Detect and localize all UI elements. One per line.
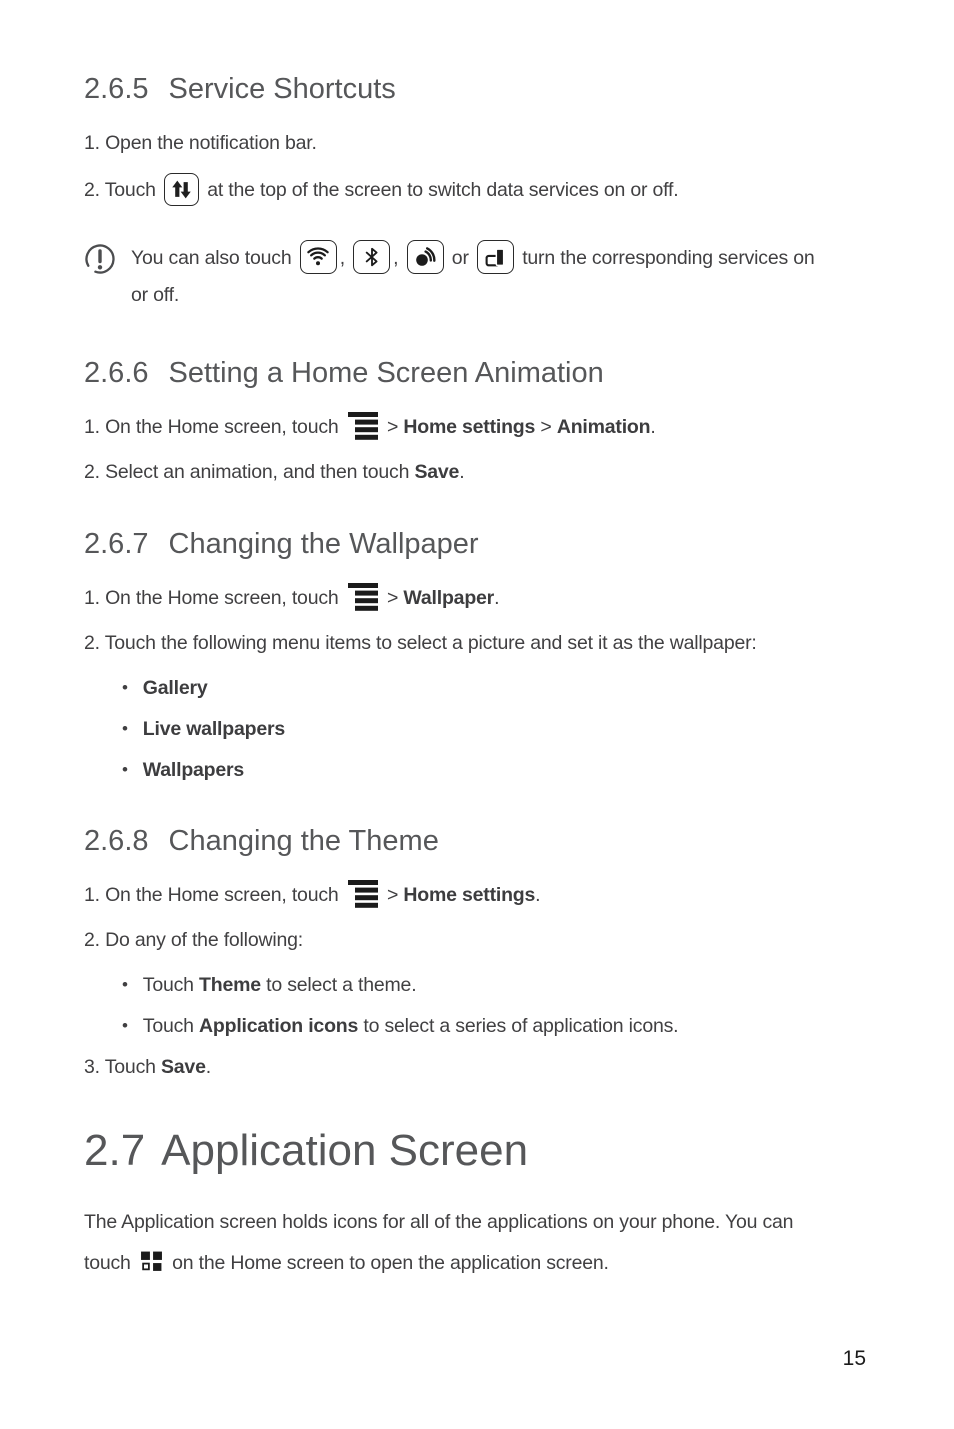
step-wallpaper-1 [84, 586, 870, 611]
or-text: or [451, 247, 469, 269]
section-number: 2.6.8 [84, 825, 149, 857]
note-line2: or off. [131, 284, 180, 306]
step-wallpaper-2 [84, 631, 870, 656]
page-number: 15 [842, 1347, 866, 1370]
period: . [650, 416, 656, 438]
step-text: 1. On the Home screen, touch [84, 587, 339, 609]
section-title: Changing the Wallpaper [168, 528, 479, 560]
bullet-post: to select a series of application icons. [363, 1015, 679, 1037]
section-heading-animation [84, 356, 870, 390]
bullet-live-wallpapers [84, 717, 870, 741]
section-number: 2.6.7 [84, 528, 149, 560]
bullet-theme [84, 973, 870, 997]
bullet-dot: • [122, 1016, 128, 1035]
step-open-notification-bar [84, 131, 870, 156]
bullet-bold: Theme [199, 974, 261, 996]
para-line2-post: on the Home screen to open the application screen. [172, 1252, 609, 1274]
bullet-label: Wallpapers [142, 759, 245, 781]
bullet-dot: • [122, 678, 128, 697]
bullet-gallery [84, 676, 870, 700]
step-text: 2. Touch the following menu items to select a picture and set it as the wallpaper: [84, 632, 757, 654]
bullet-dot: • [122, 719, 128, 738]
note-exclamation-icon [84, 240, 116, 314]
gt-separator: > [540, 416, 552, 438]
step-text: at the top of the screen to switch data services on or off. [207, 179, 679, 202]
save-label: Save [160, 1056, 206, 1078]
step-theme-2 [84, 928, 870, 953]
menu-item-home-settings: Home settings [403, 416, 536, 438]
bullet-pre: Touch [142, 1015, 194, 1037]
section-number: 2.6.6 [84, 357, 149, 389]
note-text [131, 240, 815, 314]
app-launcher-grid-icon [140, 1250, 163, 1273]
step-touch-data-services [84, 176, 870, 206]
step-text: 1. On the Home screen, touch [84, 416, 339, 438]
application-screen-paragraph [84, 1202, 870, 1284]
bullet-post: to select a theme. [266, 974, 417, 996]
chapter-title: Application Screen [161, 1126, 529, 1175]
bullet-dot: • [122, 975, 128, 994]
bullet-pre: Touch [142, 974, 194, 996]
section-heading-wallpaper [84, 527, 870, 561]
para-line2-pre: touch [84, 1252, 131, 1274]
note-block [84, 240, 870, 314]
step-animation-2 [84, 460, 870, 485]
step-text: 2. Do any of the following: [84, 929, 303, 951]
period: . [535, 884, 541, 906]
bluetooth-icon [353, 240, 390, 274]
menu-item-home-settings: Home settings [403, 884, 536, 906]
section-heading-theme [84, 824, 870, 858]
chapter-number: 2.7 [84, 1126, 146, 1175]
section-heading-service-shortcuts [84, 72, 870, 106]
bullet-label: Live wallpapers [142, 718, 285, 740]
menu-item-animation: Animation [556, 416, 651, 438]
step-theme-1 [84, 883, 870, 908]
step-text: 2. Touch [84, 179, 156, 202]
menu-icon [348, 583, 378, 611]
section-title: Changing the Theme [168, 825, 439, 857]
note-segment: turn the corresponding services on [522, 247, 815, 269]
section-number: 2.6.5 [84, 73, 149, 105]
menu-item-wallpaper: Wallpaper [403, 587, 495, 609]
gps-icon [407, 240, 444, 274]
step-theme-3 [84, 1055, 870, 1080]
bullet-bold: Application icons [199, 1015, 359, 1037]
period: . [494, 587, 500, 609]
bullet-text [143, 1014, 679, 1038]
period: . [205, 1056, 211, 1078]
period: . [459, 461, 465, 483]
comma: , [339, 247, 345, 269]
section-title: Service Shortcuts [168, 73, 396, 105]
note-segment: You can also touch [131, 247, 292, 269]
gt-separator: > [386, 587, 399, 609]
section-title: Setting a Home Screen Animation [168, 357, 604, 389]
save-label: Save [414, 461, 460, 483]
bullet-application-icons [84, 1014, 870, 1038]
bullet-label: Gallery [142, 677, 208, 699]
step-animation-1 [84, 415, 870, 440]
gt-separator: > [386, 884, 399, 906]
bullet-text [143, 973, 417, 997]
wifi-icon [300, 240, 337, 274]
gt-separator: > [386, 416, 399, 438]
menu-icon [348, 880, 378, 908]
comma: , [393, 247, 399, 269]
chapter-heading-application-screen [84, 1126, 870, 1176]
step-text: 1. Open the notification bar. [84, 132, 317, 154]
menu-icon [348, 412, 378, 440]
data-services-toggle-icon [164, 173, 199, 206]
step-text: 1. On the Home screen, touch [84, 884, 339, 906]
para-line1: The Application screen holds icons for all of the applications on your phone. You can [84, 1211, 794, 1233]
step-text: 2. Select an animation, and then touch [84, 461, 410, 483]
bullet-dot: • [122, 760, 128, 779]
screen-rotation-icon [477, 240, 514, 274]
bullet-wallpapers [84, 758, 870, 782]
step-text: 3. Touch [84, 1056, 156, 1078]
